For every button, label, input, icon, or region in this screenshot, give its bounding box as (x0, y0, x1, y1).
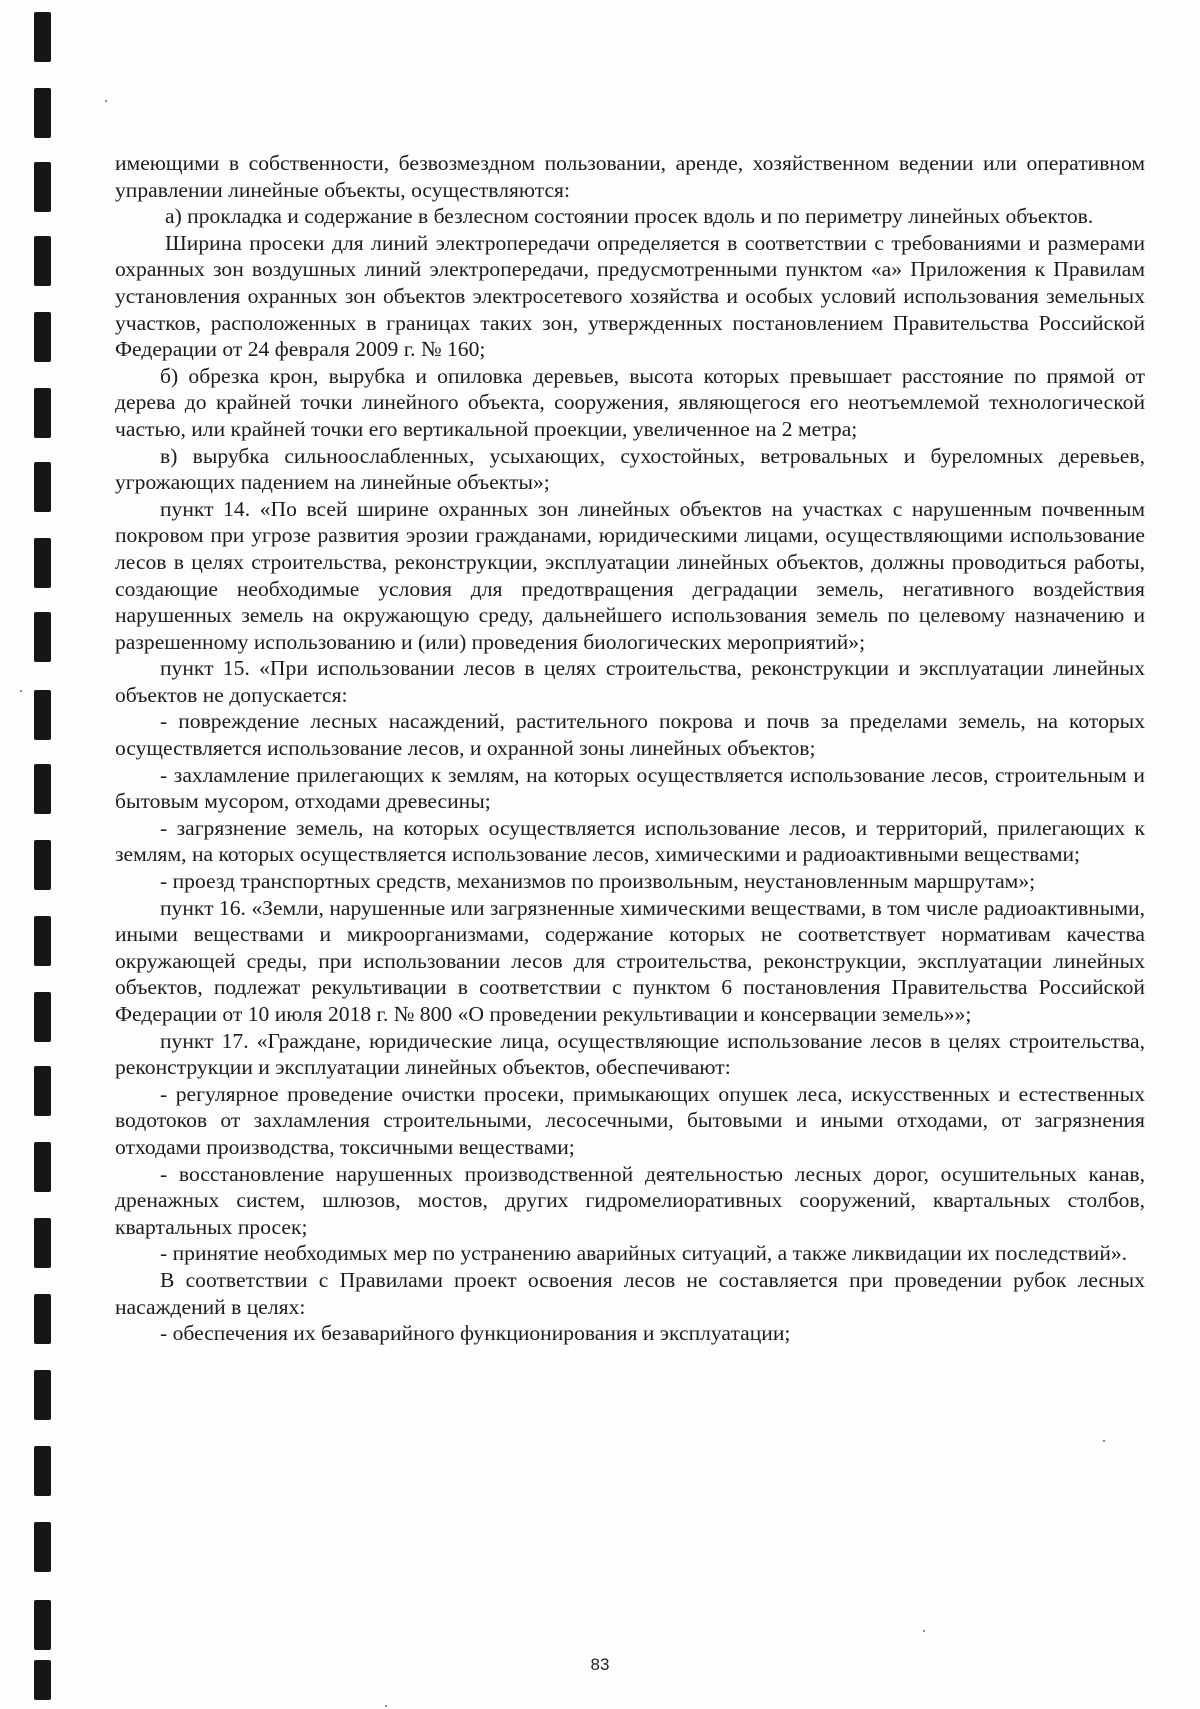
binding-mark (34, 1522, 51, 1572)
paragraph: - регулярное проведение очистки просеки, примыкающих опушек леса, искусственных и естественных водотоков от захламления строительными, лесосечными, бытовыми и иными отходами, от загрязнения отходами производства, токсичными веществами; (115, 1081, 1145, 1159)
paragraph: а) прокладка и содержание в безлесном состоянии просек вдоль и по периметру линейных объектов. (165, 204, 1094, 229)
paragraph: пункт 17. «Граждане, юридические лица, осуществляющие использование лесов в целях строительства, реконструкции и эксплуатации линейных объектов, обеспечивают: (115, 1028, 1145, 1080)
binding-mark (34, 462, 51, 512)
paragraph: - принятие необходимых мер по устранению аварийных ситуаций, а также ликвидации их последствий». (160, 1241, 1128, 1266)
scan-speck (105, 100, 107, 102)
paragraph: - загрязнение земель, на которых осуществляется использование лесов, и территорий, прилегающих к землям, на которых осуществляется использование лесов, химическими и радиоактивными веществами; (115, 815, 1145, 867)
scan-speck (385, 1705, 387, 1707)
binding-mark (34, 1142, 51, 1192)
binding-mark (34, 312, 51, 362)
binding-mark (34, 992, 51, 1042)
binding-mark (34, 690, 51, 740)
paragraph: б) обрезка крон, вырубка и опиловка деревьев, высота которых превышает расстояние по прямой от дерева до крайней точки линейного объекта, сооружения, являющегося его неотъемлемой технологической частью, или крайней точки его вертикальной проекции, увеличенное на 2 метра; (115, 363, 1145, 441)
binding-mark (34, 916, 51, 966)
binding-mark (34, 236, 51, 286)
paragraph: в) вырубка сильноослабленных, усыхающих, сухостойных, ветровальных и буреломных деревьев, угрожающих падением на линейные объекты»; (115, 443, 1145, 495)
scan-speck (20, 690, 22, 692)
paragraph: - повреждение лесных насаждений, растительного покрова и почв за пределами земель, на которых осуществляется использование лесов, и охранной зоны линейных объектов; (115, 709, 1145, 761)
binding-mark (34, 1066, 51, 1116)
binding-mark (34, 12, 51, 62)
document-body (115, 150, 1145, 1347)
binding-mark (34, 1218, 51, 1268)
paragraph: - обеспечения их безаварийного функционирования и эксплуатации; (160, 1321, 791, 1346)
paragraph: В соответствии с Правилами проект освоения лесов не составляется при проведении рубок лесных насаждений в целях: (115, 1267, 1145, 1319)
binding-mark (34, 388, 51, 438)
scan-speck (1103, 1440, 1105, 1442)
binding-mark (34, 1370, 51, 1420)
paragraph: пункт 15. «При использовании лесов в целях строительства, реконструкции и эксплуатации линейных объектов не допускается: (115, 656, 1145, 707)
page-number: 83 (590, 1655, 610, 1674)
binding-mark (34, 1446, 51, 1496)
binding-mark (34, 538, 51, 588)
binding-mark (34, 88, 51, 138)
paragraph: - восстановление нарушенных производственной деятельностью лесных дорог, осушительных канав, дренажных систем, шлюзов, мостов, других гидромелиоративных сооружений, квартальных столбов, квартальных просек; (115, 1161, 1145, 1239)
scan-speck (923, 1630, 925, 1632)
binding-mark (34, 764, 51, 814)
paragraph: Ширина просеки для линий электропередачи определяется в соответствии с требованиями и размерами охранных зон воздушных линий электропередачи, предусмотренными пунктом «а» Приложения к Правилам установления охранных зон объектов электросетевого хозяйства и особых условий использования земельных участков, расположенных в границах таких зон, утвержденных постановлением Правительства Российской Федерации от 24 февраля 2009 г. № 160; (115, 230, 1145, 362)
binding-mark (34, 612, 51, 662)
binding-mark (34, 840, 51, 890)
binding-mark (34, 1294, 51, 1344)
paragraph: пункт 16. «Земли, нарушенные или загрязненные химическими веществами, в том числе радиоактивными, иными веществами и микроорганизмами, содержание которых не соответствует нормативам качества окружающей среды, при использовании лесов для строительства, реконструкции, эксплуатации линейных объектов, подлежат рекультивации в соответствии с пунктом 6 постановления Правительства Российской Федерации от 10 июля 2018 г. № 800 «О проведении рекультивации и консервации земель»»; (115, 895, 1145, 1026)
binding-mark (34, 162, 51, 212)
paragraph: пункт 14. «По всей ширине охранных зон линейных объектов на участках с нарушенным почвенным покровом при угрозе развития эрозии гражданами, юридическими лицами, осуществляющими использование лесов в целях строительства, реконструкции, эксплуатации линейных объектов, должны проводиться работы, создающие необходимые условия для предотвращения деградации земель, негативного воздействия нарушенных земель на окружающую среду, дальнейшего использования земель по целевому назначению и разрешенному использованию и (или) проведения биологических мероприятий»; (115, 496, 1145, 654)
paragraph: имеющими в собственности, безвозмездном пользовании, аренде, хозяйственном ведении или оперативном управлении линейные объекты, осуществляются: (115, 151, 1145, 202)
paragraph: - проезд транспортных средств, механизмов по произвольным, неустановленным маршрутам»; (160, 869, 1036, 894)
binding-mark (34, 1600, 51, 1650)
paragraph: - захламление прилегающих к землям, на которых осуществляется использование лесов, строительным и бытовым мусором, отходами древесины; (115, 762, 1145, 814)
binding-marks (0, 0, 60, 1709)
